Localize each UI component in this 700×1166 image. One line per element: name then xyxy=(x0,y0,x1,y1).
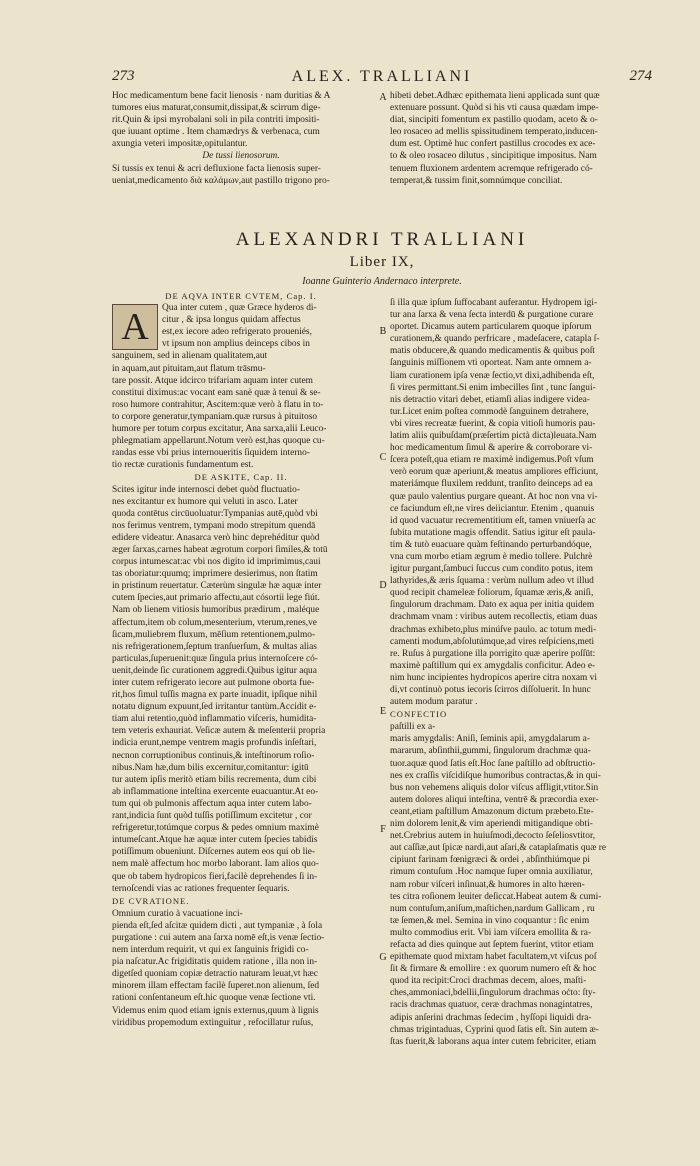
margin-letter: C xyxy=(379,452,387,463)
text-line: viridibus propemodum extinguitur , refocillatur ruſus, xyxy=(112,1017,314,1028)
top-right-column xyxy=(390,90,652,187)
text-line: tur autem ipſis meritò etiam bilis recrementa, dum cibi xyxy=(112,774,317,785)
text-line: Hoc medicamentum bene facit lienosis · nam duritias & A xyxy=(112,91,331,101)
text-line: refrigeretur,totúmque corpus & pedes omnium maximè xyxy=(112,823,319,834)
text-line: matis obducere,& quando medicamentis & quibus poſt xyxy=(390,346,595,357)
margin-letter: E xyxy=(379,706,387,717)
text-line: rit.Quin & ipsi myrobalani soli in pila contriti impositi- xyxy=(112,115,320,126)
text-line: tes citra roſionem leuiter deſiccat.Habeat autem & cumi- xyxy=(390,891,602,902)
text-line: maximè paſtillum qui ex amygdalis conficitur. Adeo e- xyxy=(390,660,596,671)
text-line: maris amygdalis: Aniſi, ſeminis apii, amygdalarum a- xyxy=(390,734,590,745)
text-line: Si tussis ex tenui & acri defluxione facta lienosis super- xyxy=(112,163,321,174)
text-line: potiſſimum obueniunt. Diſcernes autem eos qui ob lie- xyxy=(112,847,316,858)
text-line: tim & tutò euacuare quàm feſtinando perturbandóque, xyxy=(390,539,592,550)
text-line: nes ex craſſis viſcidiſque humoribus contractas,& in qui- xyxy=(390,770,601,781)
text-line: hoc medicamentum ſimul & aperire & corroborare vi- xyxy=(390,443,593,454)
text-line: re. Ruſus à purgatione illa porrigito quæ aperire poſſūt: xyxy=(390,648,596,659)
right-body-column xyxy=(390,297,652,1048)
text-line: quod ita recipit:Croci drachmas decem, aloes, maſti- xyxy=(390,976,587,987)
text-line: racis drachmas quatuor, ceræ drachmas nonagintatres, xyxy=(390,1000,593,1011)
margin-letter: D xyxy=(379,580,387,591)
text-line: to & oleo rosaceo dilutus , sincipitique impositus. Nam xyxy=(390,151,597,162)
text-line: dum est. Optimè huc confert pastillus crocodes ex ace- xyxy=(390,139,596,150)
right-body-2 xyxy=(390,721,652,1048)
text-line: ce faciundum eſt,ne vires deiiciantur. Etenim , quanuis xyxy=(390,503,595,514)
text-line: particulas,ſuperuenit:quæ ſingula prius internoſcere có- xyxy=(112,653,318,664)
text-line: igitur purgant,ſambuci ſuccus cum condito potus, item xyxy=(390,564,593,575)
text-line: adipis anſerini drachmas ſedecim , hyſſopi liquidi dra- xyxy=(390,1012,592,1023)
text-line: indicia erunt,nempe ventrem magis profundis inſeſtari, xyxy=(112,738,317,749)
left-body-column xyxy=(112,290,370,1029)
text-line: tum qui ob pulmonis affectum aqua inter cutem labo- xyxy=(112,798,312,809)
text-line: in pristinum reuertatur. Cæterùm singulæ hæ aquæ inter xyxy=(112,581,322,592)
text-line: ſit & firmare & emollire : ex quorum numero eſt & hoc xyxy=(390,964,597,975)
text-line: autem dolores aliqui inteſtina, ventrē & præcordia exer- xyxy=(390,794,599,805)
confectio-label: CONFECTIO xyxy=(390,709,448,720)
text-line: ſi illa quæ ipſum ſuffocabant auferantur. Hydropem igi- xyxy=(390,298,598,308)
margin-letter: G xyxy=(379,952,387,963)
translator-line: Ioanne Guinterio Andernaco interprete. xyxy=(302,276,462,287)
text-line: tur ana ſarxa & vena ſecta interdū & purgatione curare xyxy=(390,310,594,321)
text-line: materiámque fluxilem reddunt, tranſito deinceps ad ea xyxy=(390,479,593,490)
text-line: num contuſum,aniſum,maſtichen,nardum Gallicam , ru xyxy=(390,903,595,914)
text-line: purgatione : cui autem ana ſarxa nomē eſt,is venæ ſectio- xyxy=(112,932,325,943)
text-line: roso humore contrahitur, Ascitem:quæ verò à flatu in to- xyxy=(112,399,324,410)
text-line: latim aliis quibuſdam(præſertim pictà dicta)leuata.Nam xyxy=(390,431,597,442)
text-line: id quod vacuatur recrementitium eſt, tamen vniuerſa ac xyxy=(390,515,596,526)
text-line: camenti modum,abſolutúmque,ad vires reſpiciens,meti xyxy=(390,636,595,647)
text-line: tumores eius maturat,consumit,dissipat,& scirrum dige- xyxy=(112,103,321,114)
text-line: refacta ad dies quinque aut ſeptem fuerint, vtitor etiam xyxy=(390,939,594,950)
section-subtitle: De tussi lienosorum. xyxy=(202,151,280,162)
text-line: uenit,deinde ſic curationem aggredi.Quibus igitur aqua xyxy=(112,665,317,676)
text-line: extenuare possunt. Quòd si his vti causa quædam impe- xyxy=(390,103,599,114)
text-line: randas esse vbi prius internoueritis ſiquidem interno- xyxy=(112,448,310,459)
book-title-block xyxy=(112,228,652,287)
text-line: quod recipit chameleæ foliorum, ſquamæ æris,& aniſi, xyxy=(390,588,594,599)
text-line: minorem illam effectam facilè ſuperet.non alienum, ſed xyxy=(112,981,320,992)
text-line: citur , & ipsa longus quidam affectus xyxy=(162,315,301,326)
text-line: Qua inter cutem , quæ Græce hyderos di- xyxy=(162,303,317,314)
text-line: nos ferimus ventrem, tympani modo strepitum quendā xyxy=(112,520,316,531)
text-line: constitui diximus:ac vocant eam sanè quæ à tenui & se- xyxy=(112,387,321,398)
text-line: tas oboriatur:quumq; imprimere desierimus, non ſtatim xyxy=(112,569,318,580)
text-line: in aquam,aut pituitam,aut flatum trāsmu- xyxy=(112,363,266,374)
section-heading: DE CVRATIONE. xyxy=(112,895,190,906)
margin-letter: F xyxy=(380,824,386,835)
text-line: liam curationem ipſa venæ ſectio,vt dixi,adhibenda eſt, xyxy=(390,370,595,381)
text-line: tæ ſemen,& mel. Semina in vino coquantur : ſic enim xyxy=(390,915,590,926)
text-line: di,vt continuò potus iecoris ſcirros diſſoluerit. In hunc xyxy=(390,685,591,695)
text-line: ab inflammatione inteſtina exercente euacuantur.At eo- xyxy=(112,786,319,797)
text-line: tiam alui retentio,quòd inflammatio viſceris, humidita- xyxy=(112,714,317,725)
text-line: net.Crebrius autem in huiuſmodi,decocto ſeſeliosvtitor, xyxy=(390,831,596,842)
text-line: ueniat,medicamento διὰ καλάμων,aut pastillo trigono pro- xyxy=(112,175,330,186)
text-line: temperat,& tussim finit,somnúmque conciliat. xyxy=(390,175,563,186)
text-line: ches,ammoniaci,bdellii,ſingulorum drachmas oćto: ſty- xyxy=(390,988,596,999)
text-line: hibeti debet.Adhæc epithemata lieni applicada sunt quæ xyxy=(390,91,600,101)
text-line: ſanguinis miſſionem vti oporteat. Nam ante omnem a- xyxy=(390,358,592,369)
text-line: verò eorum quæ aperiunt,& meatus ampliores efficiunt, xyxy=(390,467,599,478)
text-line: ternoſcendi vias ac rationes frequenter ſequaris. xyxy=(112,883,290,894)
text-line: digetſed quoniam copiæ detractio naturam leuat,vt hæc xyxy=(112,969,318,980)
right-body-1 xyxy=(390,297,652,708)
chapter-heading: DE ASKITE, Cap. II. xyxy=(194,472,288,483)
text-line: lathyrides,& æris ſquama : verùm nullum adeo vt illud xyxy=(390,576,594,587)
text-line: ſi vires permittant.Si enim imbecilles ſint , tunc ſangui- xyxy=(390,382,596,393)
text-line: tio rectæ curationis fundamentum est. xyxy=(112,460,254,471)
text-line: vt ipsum non amplius deinceps cibos in xyxy=(162,339,310,350)
text-line: nibus.Nam hæ,dum bilis excernitur,comitantur: igitū xyxy=(112,762,309,773)
text-line: multo commodius erit. Vbi iam viſcera emollita & ra- xyxy=(390,927,592,938)
text-line: nis detractio vitari debet, etiamſi alias indigere videa- xyxy=(390,394,590,405)
text-line: phlegmatiam appellarunt.Notum verò est,has quoque cu- xyxy=(112,436,325,447)
text-line: autem modum paratur . xyxy=(390,697,478,708)
book-number: Liber IX, xyxy=(349,254,415,270)
text-line: ſubita mutatione magis offendit. Satius igitur eſt paula- xyxy=(390,527,596,538)
text-line: corpus intumescat:ac vbi nos digito id imprimimus,caui xyxy=(112,557,321,568)
text-line: inter cutem refrigerato iecore aut pulmone oborta fue- xyxy=(112,678,315,688)
text-line: notatu dignum expuunt,ſed irritantur tantùm.Accidit e- xyxy=(112,702,317,713)
text-line: Omnium curatio à vacuatione inci- xyxy=(112,908,243,919)
decorated-initial-letter: A xyxy=(112,304,158,350)
text-line: rant,indicia ſunt quòd tuſſis potiſſimum excitetur , cor xyxy=(112,811,312,822)
running-header xyxy=(112,68,652,88)
text-line: que ob tabem hydropicos fieri,facilè deprehendes ſi in- xyxy=(112,871,318,882)
text-line: nem interdum requirit, vt qui ex ſanguinis frigidi co- xyxy=(112,945,309,956)
text-line: pia naſcatur.Ac frigiditatis quidem ratione , illa non in- xyxy=(112,957,318,968)
text-line: æger ſarxas,carnes habeat ægrotum corpori ſimiles,& totū xyxy=(112,544,328,555)
text-line: mararum, abſinthii,gummi, ſingulorum drachmæ qua- xyxy=(390,746,591,757)
text-line: nis refrigerationem,ſeptum tranſuerſum, & multas alias xyxy=(112,641,317,652)
text-line: cutem ſpecies,aut primario affectu,aut cósortii lege fiút. xyxy=(112,593,320,604)
text-line: quoda contētus circūuoluatur:Tympanias autē,quòd vbi xyxy=(112,508,318,519)
text-line: curationem,& quando perfricare , madeſacere, catapla ſ- xyxy=(390,334,600,345)
text-line: tur.Licet enim poſtea commodè ſanguinem detrahere, xyxy=(390,406,589,417)
text-line: nim dolorem lenit,& vim aperiendi mitigandique obti- xyxy=(390,819,593,830)
text-line: paſtilli ex a- xyxy=(390,722,436,733)
left-body-2 xyxy=(112,484,370,895)
page-number-left: 273 xyxy=(112,68,135,84)
text-line: ceant,etiam paſtillum Amazonum dictum præbeto.Ete- xyxy=(390,806,594,817)
text-line: nam robur viſceri inſinuat,& humores in alto hæren- xyxy=(390,879,585,890)
top-left-column xyxy=(112,90,370,187)
text-line: cipiunt farinam fœnigræci & ordei , abſinthiúmque pi xyxy=(390,855,590,866)
text-line: axungia veteri impositæ,opitulantur. xyxy=(112,139,248,150)
left-body-3 xyxy=(112,908,370,1029)
margin-letter: B xyxy=(379,326,387,337)
text-line: ſcera poteſt,qua etiam re maximè indigemus.Poſt vſum xyxy=(390,455,594,466)
text-line: chmas trigintaduas, Cyprini quod ſatis eſt. Sin autem æ- xyxy=(390,1024,599,1035)
text-line: que iuuant optime . Item chamædrys & verbenaca, cum xyxy=(112,127,320,138)
text-line: oportet. Dicamus autem particularem quoque ipſorum xyxy=(390,322,592,333)
text-line: nem malè affectum hoc morbo laborant. Iam alios quo- xyxy=(112,859,319,870)
text-line: aut caſſiæ,aut ſpicæ nardi,aut aſari,& cataplaſmatis quæ re xyxy=(390,843,607,854)
text-line: pienda eſt,ſed aſcitæ quidem dicti , aut tympaniæ , à ſola xyxy=(112,920,323,931)
text-line: leo rosaceo ad mellis spissitudinem temperato,inducen- xyxy=(390,127,598,138)
text-line: drachmam vnam : viribus autem recollectis, etiam duas xyxy=(390,612,598,623)
text-line: ſicam,muliebrem fluxum, mēſium retentionem,pulmo- xyxy=(112,629,316,640)
text-line: tenuem fluxionem ardentem acremque refrigerado có- xyxy=(390,163,593,174)
margin-letter: A xyxy=(379,92,387,103)
page-number-right: 274 xyxy=(629,68,652,84)
running-title: ALEX. TRALLIANI xyxy=(291,68,473,85)
text-line: Videmus enim quod etiam ignis externus,quum à lignis xyxy=(112,1005,319,1016)
text-line: ſtas fuerit,& laborans aqua inter cutem febriciter, etiam xyxy=(390,1036,597,1047)
book-title: ALEXANDRI TRALLIANI xyxy=(235,229,529,250)
text-line: intumeſcant.Atque hæ aquæ inter cutem ſpecies tabidis xyxy=(112,835,318,846)
text-line: edidere videatur. Anasarca verò hinc deprehéditur quòd xyxy=(112,532,320,543)
chapter-heading: DE AQVA INTER CVTEM, Cap. I. xyxy=(165,291,317,301)
text-line: tare possit. Atque idcirco trifariam aquam inter cutem xyxy=(112,375,313,386)
text-line: tuor.aquæ quod ſatis eſt.Hoc ſane paſtillo ad obſtructio- xyxy=(390,758,596,769)
text-line: Nam ob lienem vitiosis humoribus prædirum , maléque xyxy=(112,605,320,616)
text-line: sanguinem, sed in alienam qualitatem,aut xyxy=(112,351,268,362)
text-line: quæ paulo valentius purgare queant. At hoc non vna vi- xyxy=(390,491,598,502)
text-line: humore per totum corpus excitatur, Ana sarxa,alii Leuco- xyxy=(112,424,327,435)
text-line: to corpore generatur,tympaniam.quæ rursus à pituitoso xyxy=(112,411,318,422)
text-line: diat, sincipiti fomentum ex pastillo quodam, aceto & o- xyxy=(390,115,598,126)
text-line: est,ex iecore adeo refrigerato proueniés, xyxy=(162,327,312,338)
text-line: ſingulorum drachmam. Dato ex aqua per initia quidem xyxy=(390,600,595,611)
text-line: epithemate quod mixtam habet facultatem,vt viſcus poſ xyxy=(390,952,597,963)
text-line: affectum,item ob colum,mesenterium, vterum,renes,ve xyxy=(112,617,317,628)
text-line: rimum contuſum .Hoc namque ſuper omnia auxiliatur, xyxy=(390,867,593,878)
text-line: rit,hos ſimul tuſſis magna ex parte inuadit, ipſique nihil xyxy=(112,690,318,701)
text-line: Scites igitur inde internosci debet quòd fluctuatio- xyxy=(112,484,300,495)
text-line: nim hunc incipientes hydropicos aperire citra noxam vi xyxy=(390,672,597,683)
text-line: nes excitantur ex humore qui veluti in asco. Later xyxy=(112,496,298,507)
text-line: tem veteris exhauriat. Veſicæ autem & meſenterii propria xyxy=(112,726,326,737)
text-line: drachmas exhibeto,plus minúſve paulo. ac totum medi- xyxy=(390,624,597,635)
text-line: vbi vires recreatæ fuerint, & copia vitioſi humoris pau- xyxy=(390,418,596,429)
text-line: vna cum morbo etiam ægrum è medio tollere. Pulchrè xyxy=(390,551,593,562)
text-line: rationi conſentaneum eſt.hic quoque venæ ſectione vti. xyxy=(112,993,316,1004)
text-line: necnon corruptionibus continuis,& inteſtinorum roſio- xyxy=(112,750,315,761)
text-line: bus non vehemens aliquis dolor viſcus affligit,vtitor.Sin xyxy=(390,782,599,793)
